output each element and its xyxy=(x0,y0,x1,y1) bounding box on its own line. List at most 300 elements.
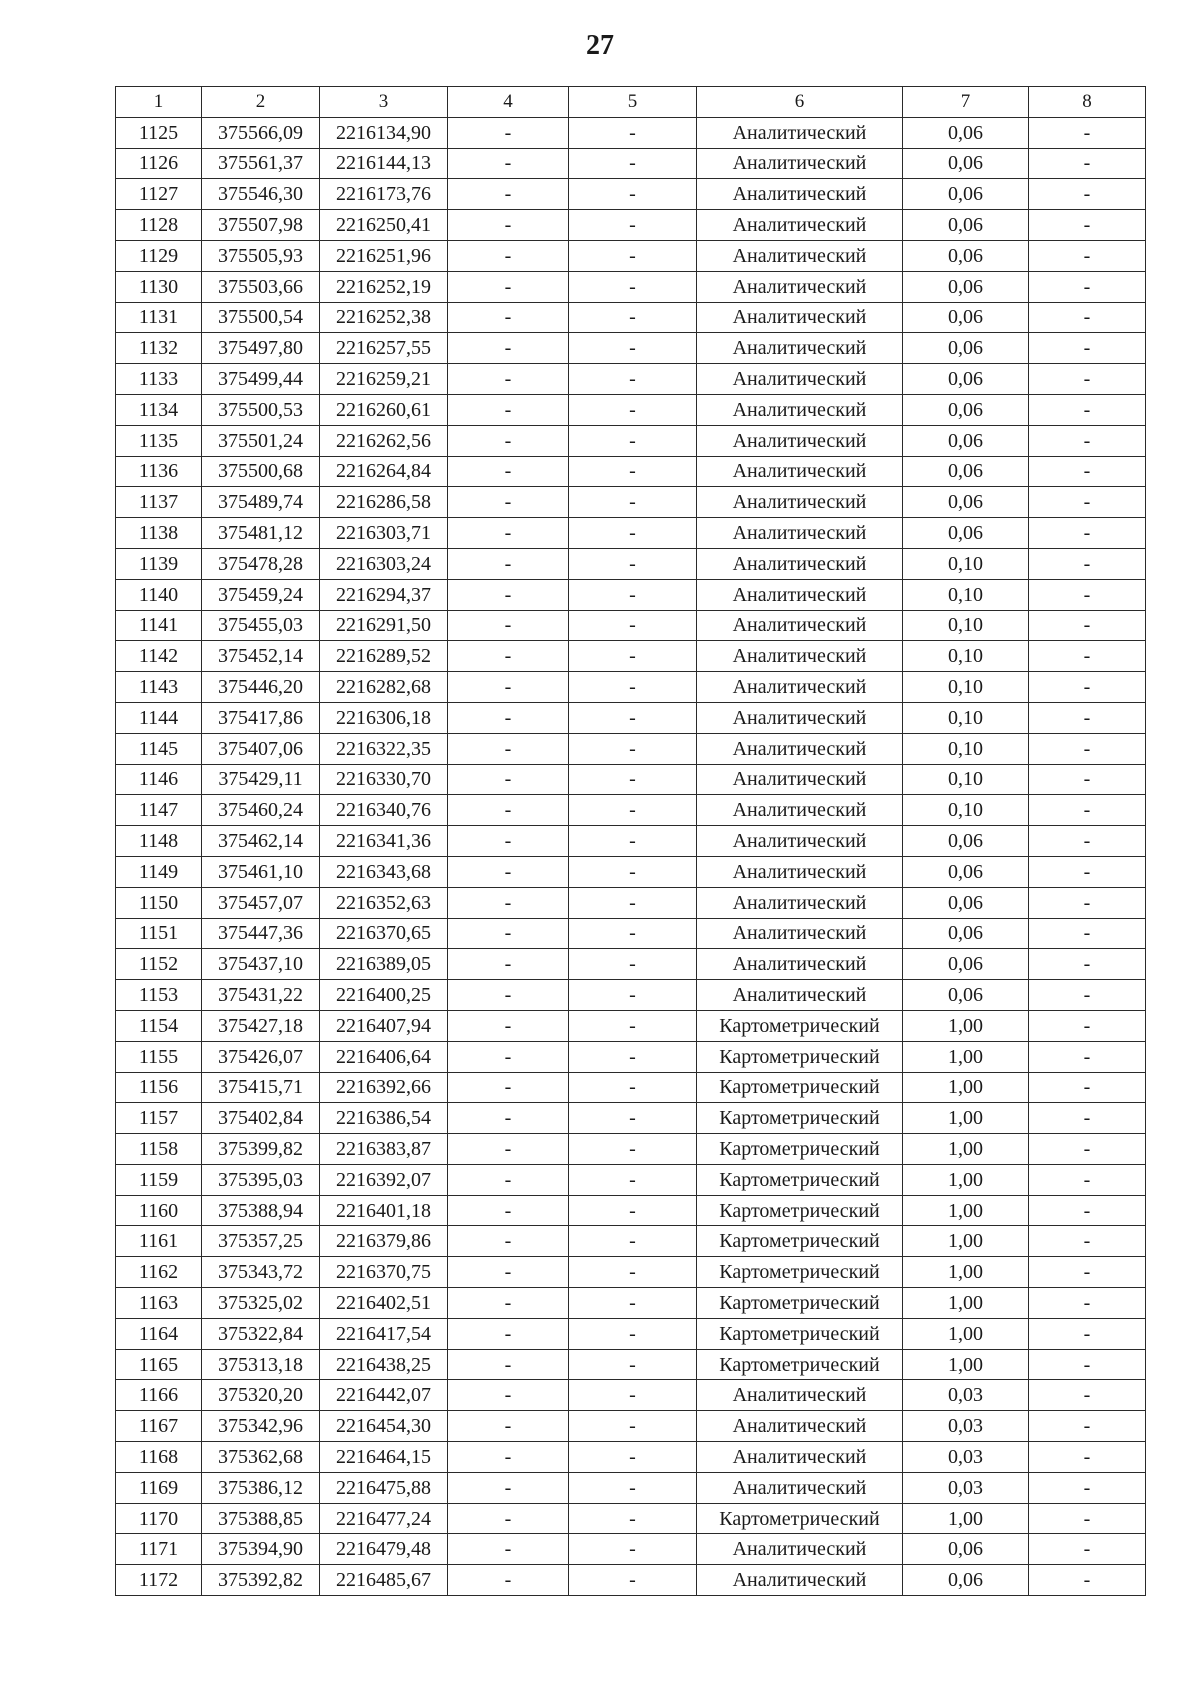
table-row xyxy=(116,1257,1146,1288)
col4-cell: - xyxy=(448,1565,569,1596)
point-number-cell: 1165 xyxy=(116,1349,202,1380)
col8-cell: - xyxy=(1029,949,1146,980)
y-coordinate-cell: 2216291,50 xyxy=(320,610,448,641)
method-cell: Аналитический xyxy=(697,887,903,918)
y-coordinate-cell: 2216294,37 xyxy=(320,579,448,610)
point-number-cell: 1135 xyxy=(116,425,202,456)
x-coordinate-cell: 375388,85 xyxy=(202,1503,320,1534)
col8-cell: - xyxy=(1029,980,1146,1011)
accuracy-cell: 1,00 xyxy=(903,1349,1029,1380)
method-cell: Аналитический xyxy=(697,487,903,518)
accuracy-cell: 1,00 xyxy=(903,1318,1029,1349)
x-coordinate-cell: 375392,82 xyxy=(202,1565,320,1596)
col8-cell: - xyxy=(1029,425,1146,456)
col8-cell: - xyxy=(1029,518,1146,549)
col5-cell: - xyxy=(569,394,697,425)
table-row xyxy=(116,148,1146,179)
col4-cell: - xyxy=(448,764,569,795)
col8-cell: - xyxy=(1029,1503,1146,1534)
table-row xyxy=(116,425,1146,456)
accuracy-cell: 1,00 xyxy=(903,1072,1029,1103)
x-coordinate-cell: 375561,37 xyxy=(202,148,320,179)
table-header-row xyxy=(116,87,1146,118)
x-coordinate-cell: 375437,10 xyxy=(202,949,320,980)
x-coordinate-cell: 375320,20 xyxy=(202,1380,320,1411)
x-coordinate-cell: 375313,18 xyxy=(202,1349,320,1380)
x-coordinate-cell: 375481,12 xyxy=(202,518,320,549)
col8-cell: - xyxy=(1029,364,1146,395)
col5-cell: - xyxy=(569,117,697,148)
y-coordinate-cell: 2216400,25 xyxy=(320,980,448,1011)
point-number-cell: 1151 xyxy=(116,918,202,949)
table-row xyxy=(116,672,1146,703)
col5-cell: - xyxy=(569,1411,697,1442)
x-coordinate-cell: 375415,71 xyxy=(202,1072,320,1103)
y-coordinate-cell: 2216386,54 xyxy=(320,1103,448,1134)
col8-cell: - xyxy=(1029,1380,1146,1411)
accuracy-cell: 0,10 xyxy=(903,641,1029,672)
col8-cell: - xyxy=(1029,1226,1146,1257)
table-row xyxy=(116,1164,1146,1195)
point-number-cell: 1136 xyxy=(116,456,202,487)
col5-cell: - xyxy=(569,240,697,271)
accuracy-cell: 0,10 xyxy=(903,672,1029,703)
col4-cell: - xyxy=(448,887,569,918)
col5-cell: - xyxy=(569,1318,697,1349)
point-number-cell: 1168 xyxy=(116,1442,202,1473)
table-row xyxy=(116,1503,1146,1534)
table-row xyxy=(116,1318,1146,1349)
point-number-cell: 1152 xyxy=(116,949,202,980)
y-coordinate-cell: 2216438,25 xyxy=(320,1349,448,1380)
y-coordinate-cell: 2216343,68 xyxy=(320,856,448,887)
y-coordinate-cell: 2216252,19 xyxy=(320,271,448,302)
accuracy-cell: 0,06 xyxy=(903,333,1029,364)
x-coordinate-cell: 375497,80 xyxy=(202,333,320,364)
x-coordinate-cell: 375362,68 xyxy=(202,1442,320,1473)
table-row xyxy=(116,1534,1146,1565)
col4-cell: - xyxy=(448,1442,569,1473)
point-number-cell: 1161 xyxy=(116,1226,202,1257)
accuracy-cell: 0,10 xyxy=(903,795,1029,826)
col8-cell: - xyxy=(1029,1288,1146,1319)
accuracy-cell: 1,00 xyxy=(903,1010,1029,1041)
col5-cell: - xyxy=(569,425,697,456)
point-number-cell: 1160 xyxy=(116,1195,202,1226)
col8-cell: - xyxy=(1029,487,1146,518)
y-coordinate-cell: 2216417,54 xyxy=(320,1318,448,1349)
method-cell: Картометрический xyxy=(697,1349,903,1380)
y-coordinate-cell: 2216485,67 xyxy=(320,1565,448,1596)
column-header: 3 xyxy=(320,87,448,118)
table-row xyxy=(116,1472,1146,1503)
y-coordinate-cell: 2216282,68 xyxy=(320,672,448,703)
col5-cell: - xyxy=(569,1503,697,1534)
point-number-cell: 1125 xyxy=(116,117,202,148)
accuracy-cell: 0,06 xyxy=(903,302,1029,333)
col4-cell: - xyxy=(448,456,569,487)
x-coordinate-cell: 375500,53 xyxy=(202,394,320,425)
y-coordinate-cell: 2216370,75 xyxy=(320,1257,448,1288)
col8-cell: - xyxy=(1029,1195,1146,1226)
method-cell: Аналитический xyxy=(697,672,903,703)
x-coordinate-cell: 375455,03 xyxy=(202,610,320,641)
col5-cell: - xyxy=(569,949,697,980)
method-cell: Аналитический xyxy=(697,856,903,887)
table-row xyxy=(116,271,1146,302)
y-coordinate-cell: 2216477,24 xyxy=(320,1503,448,1534)
method-cell: Аналитический xyxy=(697,179,903,210)
col4-cell: - xyxy=(448,1503,569,1534)
x-coordinate-cell: 375357,25 xyxy=(202,1226,320,1257)
point-number-cell: 1147 xyxy=(116,795,202,826)
col5-cell: - xyxy=(569,887,697,918)
method-cell: Аналитический xyxy=(697,548,903,579)
y-coordinate-cell: 2216134,90 xyxy=(320,117,448,148)
point-number-cell: 1170 xyxy=(116,1503,202,1534)
y-coordinate-cell: 2216330,70 xyxy=(320,764,448,795)
table-row xyxy=(116,364,1146,395)
col8-cell: - xyxy=(1029,1442,1146,1473)
col8-cell: - xyxy=(1029,1534,1146,1565)
x-coordinate-cell: 375431,22 xyxy=(202,980,320,1011)
table-row xyxy=(116,980,1146,1011)
accuracy-cell: 0,10 xyxy=(903,548,1029,579)
point-number-cell: 1129 xyxy=(116,240,202,271)
x-coordinate-cell: 375462,14 xyxy=(202,826,320,857)
col8-cell: - xyxy=(1029,117,1146,148)
table-row xyxy=(116,579,1146,610)
accuracy-cell: 0,03 xyxy=(903,1442,1029,1473)
col5-cell: - xyxy=(569,1134,697,1165)
col8-cell: - xyxy=(1029,795,1146,826)
col5-cell: - xyxy=(569,1534,697,1565)
x-coordinate-cell: 375407,06 xyxy=(202,733,320,764)
col8-cell: - xyxy=(1029,179,1146,210)
table-row xyxy=(116,1565,1146,1596)
col8-cell: - xyxy=(1029,456,1146,487)
point-number-cell: 1128 xyxy=(116,210,202,241)
accuracy-cell: 0,06 xyxy=(903,487,1029,518)
col5-cell: - xyxy=(569,148,697,179)
method-cell: Аналитический xyxy=(697,579,903,610)
table-row xyxy=(116,117,1146,148)
y-coordinate-cell: 2216303,71 xyxy=(320,518,448,549)
point-number-cell: 1143 xyxy=(116,672,202,703)
col8-cell: - xyxy=(1029,1072,1146,1103)
column-header: 5 xyxy=(569,87,697,118)
col8-cell: - xyxy=(1029,240,1146,271)
col5-cell: - xyxy=(569,1195,697,1226)
col5-cell: - xyxy=(569,980,697,1011)
table-row xyxy=(116,1072,1146,1103)
column-header: 7 xyxy=(903,87,1029,118)
col4-cell: - xyxy=(448,702,569,733)
point-number-cell: 1159 xyxy=(116,1164,202,1195)
col8-cell: - xyxy=(1029,271,1146,302)
col5-cell: - xyxy=(569,302,697,333)
col4-cell: - xyxy=(448,364,569,395)
col4-cell: - xyxy=(448,1349,569,1380)
table-row xyxy=(116,641,1146,672)
point-number-cell: 1164 xyxy=(116,1318,202,1349)
x-coordinate-cell: 375500,68 xyxy=(202,456,320,487)
col5-cell: - xyxy=(569,1257,697,1288)
table-row xyxy=(116,456,1146,487)
col5-cell: - xyxy=(569,795,697,826)
table-row xyxy=(116,1103,1146,1134)
y-coordinate-cell: 2216262,56 xyxy=(320,425,448,456)
accuracy-cell: 0,03 xyxy=(903,1411,1029,1442)
col5-cell: - xyxy=(569,1565,697,1596)
y-coordinate-cell: 2216475,88 xyxy=(320,1472,448,1503)
x-coordinate-cell: 375342,96 xyxy=(202,1411,320,1442)
x-coordinate-cell: 375386,12 xyxy=(202,1472,320,1503)
table-row xyxy=(116,1226,1146,1257)
col4-cell: - xyxy=(448,733,569,764)
method-cell: Аналитический xyxy=(697,702,903,733)
point-number-cell: 1145 xyxy=(116,733,202,764)
method-cell: Картометрический xyxy=(697,1226,903,1257)
x-coordinate-cell: 375546,30 xyxy=(202,179,320,210)
col5-cell: - xyxy=(569,1442,697,1473)
y-coordinate-cell: 2216250,41 xyxy=(320,210,448,241)
col4-cell: - xyxy=(448,210,569,241)
method-cell: Аналитический xyxy=(697,394,903,425)
y-coordinate-cell: 2216392,07 xyxy=(320,1164,448,1195)
col5-cell: - xyxy=(569,1226,697,1257)
table-row xyxy=(116,179,1146,210)
accuracy-cell: 1,00 xyxy=(903,1103,1029,1134)
method-cell: Картометрический xyxy=(697,1010,903,1041)
col8-cell: - xyxy=(1029,1164,1146,1195)
method-cell: Аналитический xyxy=(697,456,903,487)
y-coordinate-cell: 2216370,65 xyxy=(320,918,448,949)
point-number-cell: 1162 xyxy=(116,1257,202,1288)
method-cell: Картометрический xyxy=(697,1288,903,1319)
point-number-cell: 1130 xyxy=(116,271,202,302)
table-row xyxy=(116,487,1146,518)
accuracy-cell: 0,06 xyxy=(903,394,1029,425)
accuracy-cell: 0,06 xyxy=(903,1534,1029,1565)
point-number-cell: 1163 xyxy=(116,1288,202,1319)
col5-cell: - xyxy=(569,856,697,887)
col4-cell: - xyxy=(448,980,569,1011)
method-cell: Аналитический xyxy=(697,795,903,826)
point-number-cell: 1169 xyxy=(116,1472,202,1503)
col4-cell: - xyxy=(448,641,569,672)
col5-cell: - xyxy=(569,672,697,703)
col4-cell: - xyxy=(448,518,569,549)
accuracy-cell: 0,10 xyxy=(903,610,1029,641)
method-cell: Аналитический xyxy=(697,117,903,148)
point-number-cell: 1134 xyxy=(116,394,202,425)
table-row xyxy=(116,518,1146,549)
col8-cell: - xyxy=(1029,1103,1146,1134)
y-coordinate-cell: 2216479,48 xyxy=(320,1534,448,1565)
accuracy-cell: 0,10 xyxy=(903,764,1029,795)
col8-cell: - xyxy=(1029,1349,1146,1380)
point-number-cell: 1146 xyxy=(116,764,202,795)
method-cell: Аналитический xyxy=(697,733,903,764)
method-cell: Аналитический xyxy=(697,148,903,179)
col4-cell: - xyxy=(448,610,569,641)
table-row xyxy=(116,394,1146,425)
table-row xyxy=(116,610,1146,641)
y-coordinate-cell: 2216406,64 xyxy=(320,1041,448,1072)
x-coordinate-cell: 375325,02 xyxy=(202,1288,320,1319)
accuracy-cell: 0,06 xyxy=(903,456,1029,487)
x-coordinate-cell: 375459,24 xyxy=(202,579,320,610)
x-coordinate-cell: 375478,28 xyxy=(202,548,320,579)
col5-cell: - xyxy=(569,1472,697,1503)
col4-cell: - xyxy=(448,487,569,518)
col4-cell: - xyxy=(448,1411,569,1442)
col4-cell: - xyxy=(448,271,569,302)
col4-cell: - xyxy=(448,795,569,826)
accuracy-cell: 0,06 xyxy=(903,364,1029,395)
col4-cell: - xyxy=(448,579,569,610)
col4-cell: - xyxy=(448,672,569,703)
col5-cell: - xyxy=(569,764,697,795)
method-cell: Аналитический xyxy=(697,1411,903,1442)
x-coordinate-cell: 375402,84 xyxy=(202,1103,320,1134)
y-coordinate-cell: 2216464,15 xyxy=(320,1442,448,1473)
table-row xyxy=(116,240,1146,271)
col5-cell: - xyxy=(569,702,697,733)
col8-cell: - xyxy=(1029,733,1146,764)
method-cell: Картометрический xyxy=(697,1195,903,1226)
accuracy-cell: 0,06 xyxy=(903,210,1029,241)
y-coordinate-cell: 2216259,21 xyxy=(320,364,448,395)
col5-cell: - xyxy=(569,1164,697,1195)
col5-cell: - xyxy=(569,271,697,302)
table-row xyxy=(116,1288,1146,1319)
point-number-cell: 1140 xyxy=(116,579,202,610)
table-row xyxy=(116,1380,1146,1411)
method-cell: Картометрический xyxy=(697,1503,903,1534)
accuracy-cell: 1,00 xyxy=(903,1195,1029,1226)
point-number-cell: 1142 xyxy=(116,641,202,672)
col4-cell: - xyxy=(448,1226,569,1257)
table-row xyxy=(116,333,1146,364)
x-coordinate-cell: 375499,44 xyxy=(202,364,320,395)
col8-cell: - xyxy=(1029,548,1146,579)
accuracy-cell: 0,06 xyxy=(903,518,1029,549)
col8-cell: - xyxy=(1029,918,1146,949)
method-cell: Аналитический xyxy=(697,1565,903,1596)
col8-cell: - xyxy=(1029,579,1146,610)
col4-cell: - xyxy=(448,826,569,857)
accuracy-cell: 0,10 xyxy=(903,702,1029,733)
x-coordinate-cell: 375426,07 xyxy=(202,1041,320,1072)
method-cell: Картометрический xyxy=(697,1164,903,1195)
method-cell: Аналитический xyxy=(697,364,903,395)
accuracy-cell: 0,06 xyxy=(903,918,1029,949)
method-cell: Аналитический xyxy=(697,918,903,949)
x-coordinate-cell: 375446,20 xyxy=(202,672,320,703)
point-number-cell: 1156 xyxy=(116,1072,202,1103)
y-coordinate-cell: 2216286,58 xyxy=(320,487,448,518)
method-cell: Аналитический xyxy=(697,610,903,641)
accuracy-cell: 1,00 xyxy=(903,1164,1029,1195)
column-header: 2 xyxy=(202,87,320,118)
x-coordinate-cell: 375489,74 xyxy=(202,487,320,518)
col4-cell: - xyxy=(448,1318,569,1349)
col4-cell: - xyxy=(448,1010,569,1041)
point-number-cell: 1137 xyxy=(116,487,202,518)
point-number-cell: 1139 xyxy=(116,548,202,579)
point-number-cell: 1153 xyxy=(116,980,202,1011)
col4-cell: - xyxy=(448,1164,569,1195)
column-header: 4 xyxy=(448,87,569,118)
table-row xyxy=(116,949,1146,980)
method-cell: Аналитический xyxy=(697,764,903,795)
table-row xyxy=(116,826,1146,857)
col4-cell: - xyxy=(448,1103,569,1134)
accuracy-cell: 0,06 xyxy=(903,826,1029,857)
method-cell: Аналитический xyxy=(697,1380,903,1411)
y-coordinate-cell: 2216392,66 xyxy=(320,1072,448,1103)
col4-cell: - xyxy=(448,148,569,179)
col4-cell: - xyxy=(448,918,569,949)
col8-cell: - xyxy=(1029,302,1146,333)
col5-cell: - xyxy=(569,918,697,949)
x-coordinate-cell: 375566,09 xyxy=(202,117,320,148)
y-coordinate-cell: 2216264,84 xyxy=(320,456,448,487)
point-number-cell: 1157 xyxy=(116,1103,202,1134)
point-number-cell: 1138 xyxy=(116,518,202,549)
point-number-cell: 1132 xyxy=(116,333,202,364)
col8-cell: - xyxy=(1029,1318,1146,1349)
y-coordinate-cell: 2216257,55 xyxy=(320,333,448,364)
accuracy-cell: 1,00 xyxy=(903,1226,1029,1257)
method-cell: Картометрический xyxy=(697,1257,903,1288)
col4-cell: - xyxy=(448,1288,569,1319)
col5-cell: - xyxy=(569,579,697,610)
y-coordinate-cell: 2216352,63 xyxy=(320,887,448,918)
method-cell: Картометрический xyxy=(697,1072,903,1103)
x-coordinate-cell: 375452,14 xyxy=(202,641,320,672)
method-cell: Картометрический xyxy=(697,1041,903,1072)
y-coordinate-cell: 2216389,05 xyxy=(320,949,448,980)
accuracy-cell: 0,06 xyxy=(903,271,1029,302)
method-cell: Аналитический xyxy=(697,302,903,333)
method-cell: Аналитический xyxy=(697,949,903,980)
col8-cell: - xyxy=(1029,764,1146,795)
accuracy-cell: 0,10 xyxy=(903,579,1029,610)
accuracy-cell: 0,06 xyxy=(903,117,1029,148)
col4-cell: - xyxy=(448,240,569,271)
col5-cell: - xyxy=(569,548,697,579)
table-row xyxy=(116,702,1146,733)
method-cell: Аналитический xyxy=(697,240,903,271)
col8-cell: - xyxy=(1029,394,1146,425)
accuracy-cell: 0,06 xyxy=(903,980,1029,1011)
y-coordinate-cell: 2216306,18 xyxy=(320,702,448,733)
col5-cell: - xyxy=(569,733,697,764)
col4-cell: - xyxy=(448,302,569,333)
col5-cell: - xyxy=(569,641,697,672)
col8-cell: - xyxy=(1029,1041,1146,1072)
accuracy-cell: 1,00 xyxy=(903,1134,1029,1165)
method-cell: Картометрический xyxy=(697,1103,903,1134)
point-number-cell: 1141 xyxy=(116,610,202,641)
accuracy-cell: 0,06 xyxy=(903,887,1029,918)
col5-cell: - xyxy=(569,487,697,518)
point-number-cell: 1150 xyxy=(116,887,202,918)
col5-cell: - xyxy=(569,210,697,241)
